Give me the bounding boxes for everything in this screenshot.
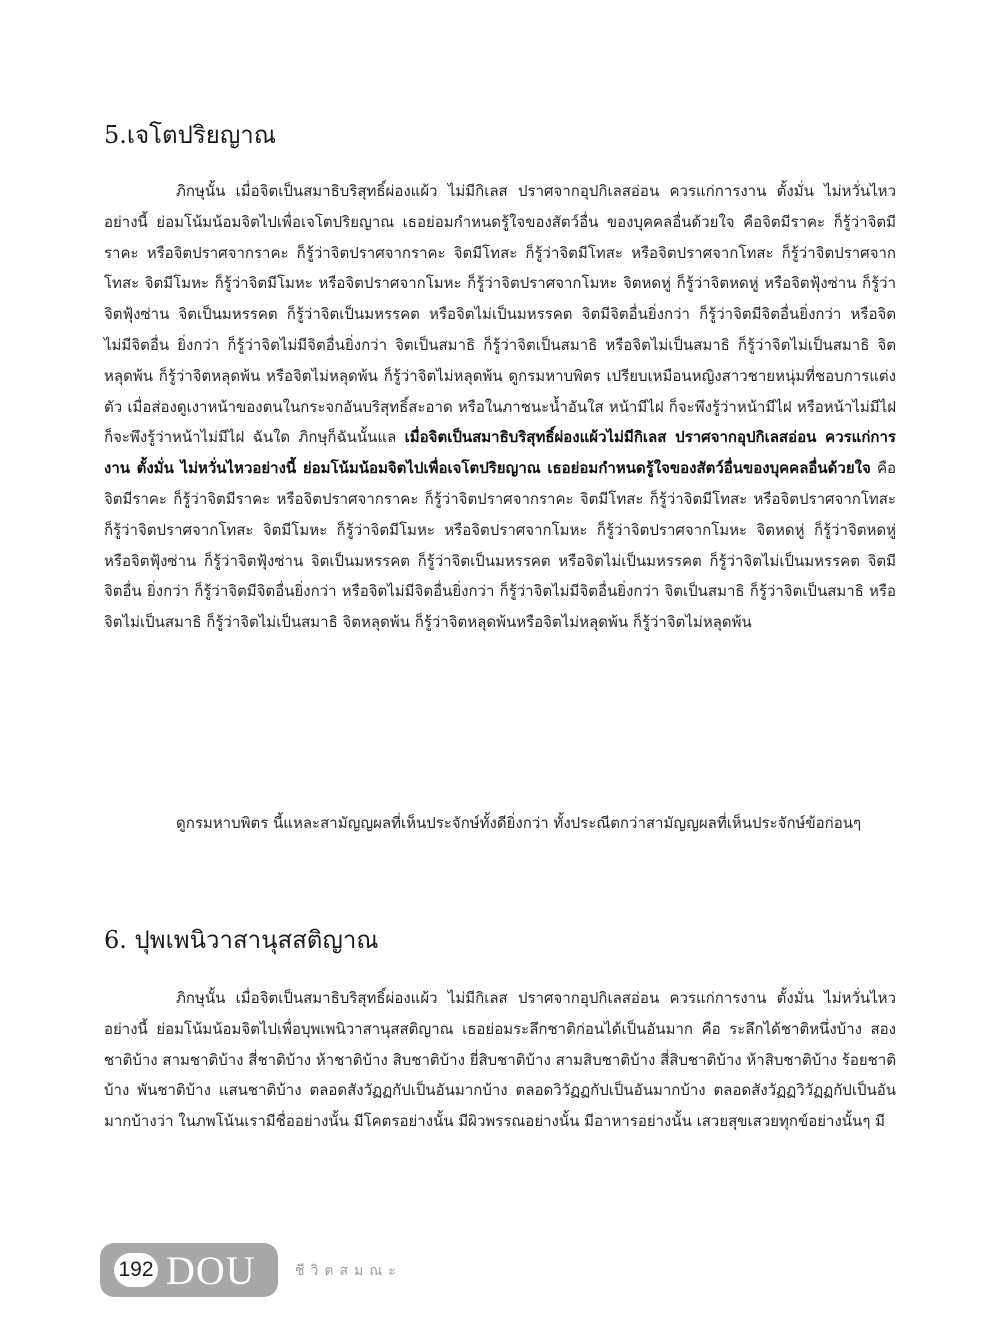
- section-5-paragraph-1-text-b: คือจิตมีราคะ ก็รู้ว่าจิตมีราคะ หรือจิตปราศจากราคะ ก็รู้ว่าจิตปราศจากราคะ จิตมีโทสะ ก็รู้ว่าจิตมีโทสะ หรือจิตปราศจากโทสะ ก็รู้ว่าจิตปราศจากโทสะ จิตมีโมหะ ก็รู้ว่าจิตมีโมหะ หรือจิตปราศจากโมหะ ก็รู้ว่าจิตปราศจากโมหะ จิตหดหู่ ก็รู้ว่าจิตหดหู่ หรือจิตฟุ้งซ่าน ก็รู้ว่าจิตฟุ้งซ่าน จิตเป็นมหรรคต ก็รู้ว่าจิตเป็นมหรรคต หรือจิตไม่เป็นมหรรคต ก็รู้ว่าจิตไม่เป็นมหรรคต จิตมีจิตอื่น ยิ่งกว่า ก็รู้ว่าจิตมีจิตอื่นยิ่งกว่า หรือจิตไม่มีจิตอื่นยิ่งกว่า ก็รู้ว่าจิตไม่มีจิตอื่นยิ่งกว่า จิตเป็นสมาธิ ก็รู้ว่าจิตเป็นสมาธิ หรือจิตไม่เป็นสมาธิ ก็รู้ว่าจิตไม่เป็นสมาธิ จิตหลุดพ้น ก็รู้ว่าจิตหลุดพ้นหรือจิตไม่หลุดพ้น ก็รู้ว่าจิตไม่หลุดพ้น: [104, 459, 896, 632]
- section-5-heading: 5.เจโตปริยญาณ: [104, 121, 277, 149]
- section-5-paragraph-1-text-a: ภิกษุนั้น เมื่อจิตเป็นสมาธิบริสุทธิ์ผ่องแผ้ว ไม่มีกิเลส ปราศจากอุปกิเลสอ่อน ควรแก่การงาน ตั้งมั่น ไม่หวั่นไหวอย่างนี้ ย่อมโน้มน้อมจิตไปเพื่อเจโตปริยญาณ เธอย่อมกำหนดรู้ใจของสัตว์อื่น ของบุคคลอื่นด้วยใจ คือจิตมีราคะ ก็รู้ว่าจิตมีราคะ หรือจิตปราศจากราคะ ก็รู้ว่าจิตปราศจากราคะ จิตมีโทสะ ก็รู้ว่าจิตมีโทสะ หรือจิตปราศจากโทสะ ก็รู้ว่าจิตปราศจากโทสะ จิตมีโมหะ ก็รู้ว่าจิตมีโมหะ หรือจิตปราศจากโมหะ ก็รู้ว่าจิตปราศจากโมหะ จิตหดหู่ ก็รู้ว่าจิตหดหู่ หรือจิตฟุ้งซ่าน ก็รู้ว่าจิตฟุ้งซ่าน จิตเป็นมหรรคต ก็รู้ว่าจิตเป็นมหรรคต หรือจิตไม่เป็นมหรรคต จิตมีจิตอื่นยิ่งกว่า ก็รู้ว่าจิตมีจิตอื่นยิ่งกว่า หรือจิตไม่มีจิตอื่น ยิ่งกว่า ก็รู้ว่าจิตไม่มีจิตอื่นยิ่งกว่า จิตเป็นสมาธิ ก็รู้ว่าจิตเป็นสมาธิ หรือจิตไม่เป็นสมาธิ ก็รู้ว่าจิตไม่เป็นสมาธิ จิตหลุดพ้น ก็รู้ว่าจิตหลุดพ้น หรือจิตไม่หลุดพ้น ก็รู้ว่าจิตไม่หลุดพ้น ดูกรมหาบพิตร เปรียบเหมือนหญิงสาวชายหนุ่มที่ชอบการแต่งตัว เมื่อส่องดูเงาหน้าของตนในกระจกอันบริสุทธิ์สะอาด หรือในภาชนะน้ำอันใส หน้ามีไฝ ก็จะพึงรู้ว่าหน้ามีไฝ หรือหน้าไม่มีไฝ ก็จะพึงรู้ว่าหน้าไม่มีไฝ ฉันใด ภิกษุก็ฉันนั้นแล: [104, 182, 896, 447]
- book-title: ชีวิตสมณะ: [295, 1263, 402, 1279]
- dou-logo: DOU: [166, 1248, 256, 1293]
- footer-badge: [100, 1243, 278, 1297]
- section-5-paragraph-1-bold-text: เมื่อจิตเป็นสมาธิบริสุทธิ์ผ่องแผ้วไม่มีกิเลส ปราศจากอุปกิเลสอ่อน ควรแก่การงาน ตั้งมั่น ไม่หวั่นไหวอย่างนี้ ย่อมโน้มน้อมจิตไปเพื่อเจโตปริยญาณ เธอย่อมกำหนดรู้ใจของสัตว์อื่นของบุคคลอื่นด้วยใจ: [104, 428, 896, 478]
- section-6-heading: 6. ปุพเพนิวาสานุสสติญาณ: [104, 926, 379, 954]
- section-6-paragraph-1: ภิกษุนั้น เมื่อจิตเป็นสมาธิบริสุทธิ์ผ่องแผ้ว ไม่มีกิเลส ปราศจากอุปกิเลสอ่อน ควรแก่การงาน ตั้งมั่น ไม่หวั่นไหว อย่างนี้ ย่อมโน้มน้อมจิตไปเพื่อบุพเพนิวาสานุสสติญาณ เธอย่อมระลึกชาติก่อนได้เป็นอันมาก คือ ระลึกได้ชาติหนึ่งบ้าง สองชาติบ้าง สามชาติบ้าง สี่ชาติบ้าง ห้าชาติบ้าง สิบชาติบ้าง ยี่สิบชาติบ้าง สามสิบชาติบ้าง สี่สิบชาติบ้าง ห้าสิบชาติบ้าง ร้อยชาติบ้าง พันชาติบ้าง แสนชาติบ้าง ตลอดสังวัฏฏกัปเป็นอันมากบ้าง ตลอดวิวัฏฏกัปเป็นอันมากบ้าง ตลอดสังวัฏฏวิวัฏฏกัปเป็นอันมากบ้างว่า ในภพโน้นเรามีชื่ออย่างนั้น มีโคตรอย่างนั้น มีผิวพรรณอย่างนั้น มีอาหารอย่างนั้น เสวยสุขเสวยทุกข์อย่างนั้นๆ มี: [104, 989, 896, 1131]
- section-5-paragraph-2: ดูกรมหาบพิตร นี้แหละสามัญญผลที่เห็นประจักษ์ทั้งดียิ่งกว่า ทั้งประณีตกว่าสามัญญผลที่เห็นประจักษ์ข้อก่อนๆ: [176, 814, 862, 832]
- section-5-paragraph-1: [104, 176, 896, 638]
- page-number: 192: [114, 1253, 158, 1287]
- page-footer: [100, 1243, 520, 1299]
